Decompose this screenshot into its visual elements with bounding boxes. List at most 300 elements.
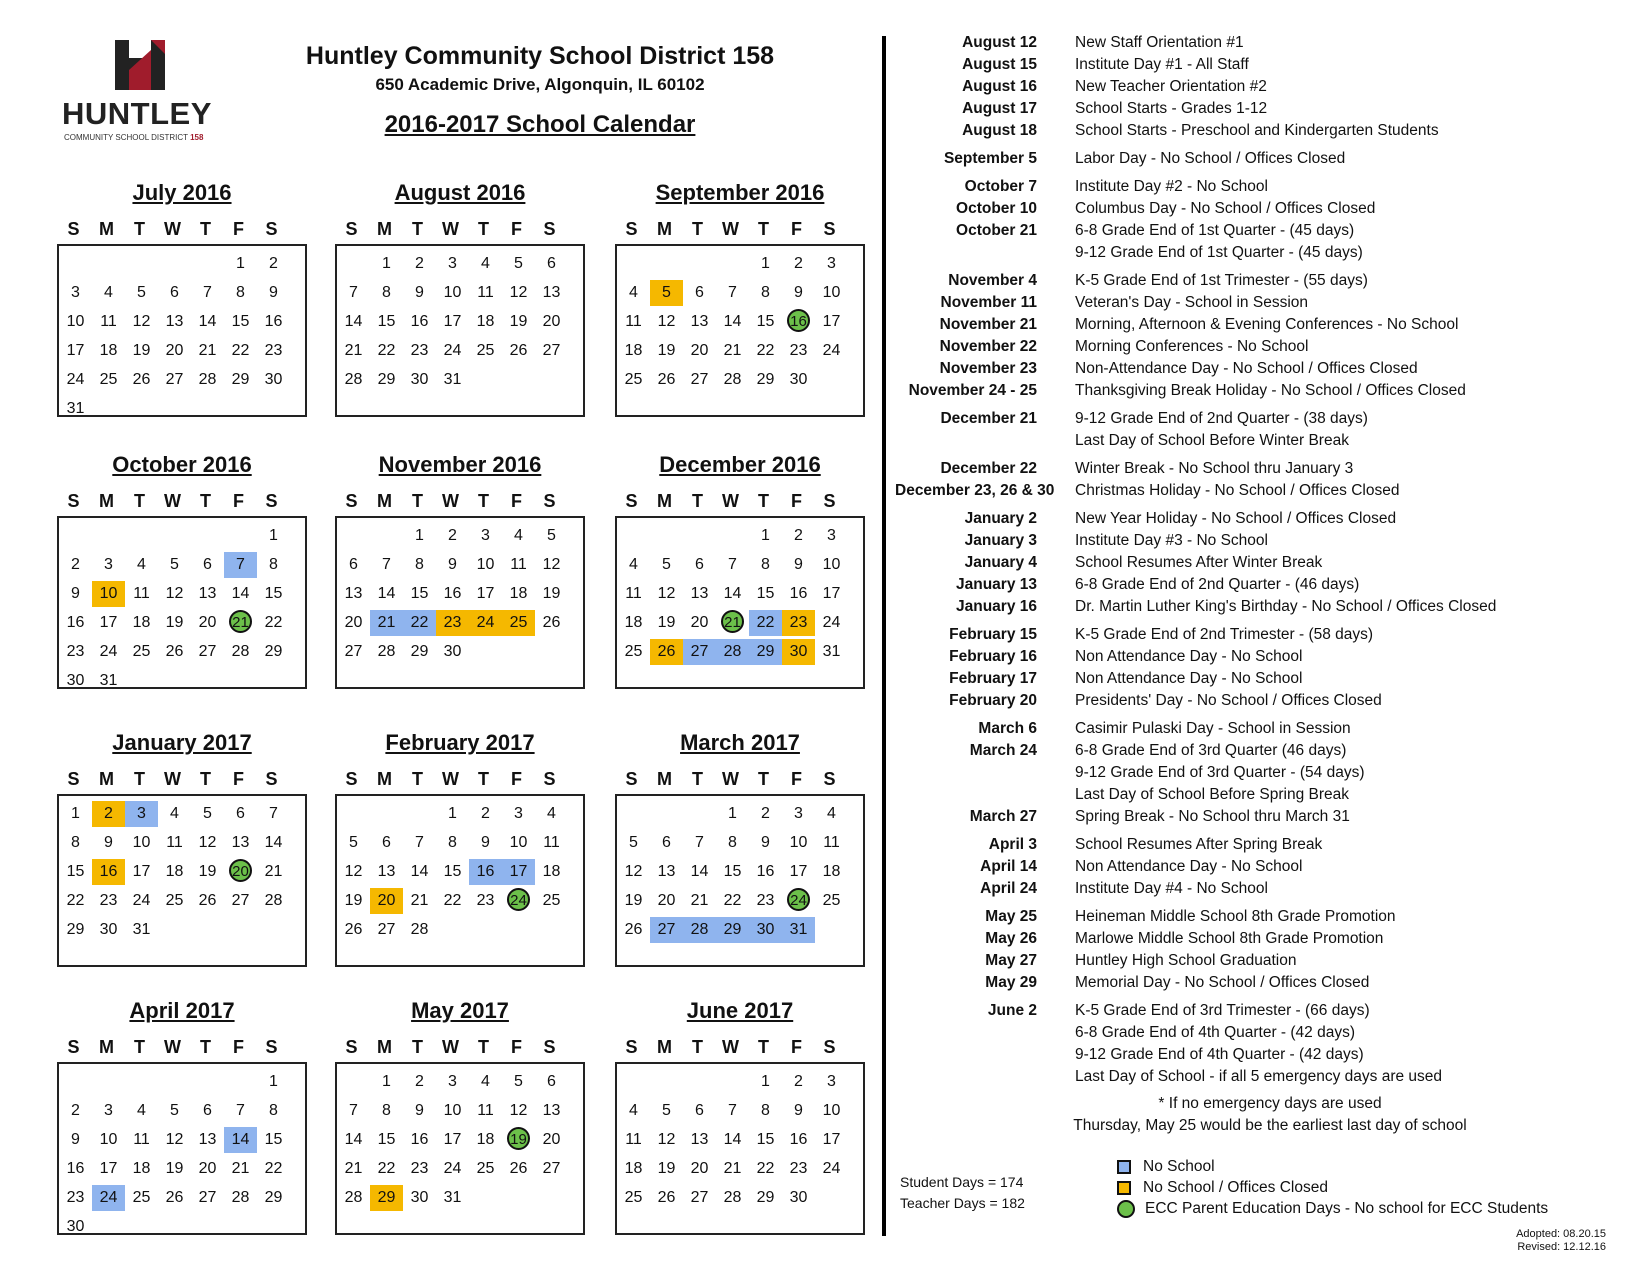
- empty-cell: [125, 251, 158, 277]
- event-description: School Resumes After Winter Break: [1075, 554, 1323, 571]
- weekday-label: T: [692, 491, 703, 511]
- day-cell: 12: [542, 556, 561, 573]
- empty-cell: [158, 1069, 191, 1095]
- week-row: [337, 308, 583, 337]
- event-date: August 12: [962, 34, 1037, 51]
- empty-cell: [158, 251, 191, 277]
- day-cell: 11: [133, 585, 150, 602]
- weekday-label: S: [625, 1037, 638, 1057]
- weekday-label: T: [758, 1037, 769, 1057]
- day-cell: 9: [794, 556, 803, 573]
- week-row: [337, 366, 583, 395]
- event-description: Dr. Martin Luther King's Birthday - No School / Offices Closed: [1075, 598, 1497, 615]
- day-cell: 16: [410, 313, 429, 330]
- event-row: [895, 552, 1595, 574]
- day-cell: 10: [132, 834, 151, 851]
- week-row: [617, 580, 863, 609]
- weekday-label: S: [265, 219, 278, 239]
- empty-cell: [370, 801, 403, 827]
- day-cell: [782, 309, 815, 335]
- legend-item: [1117, 1177, 1548, 1198]
- emergency-note-line1: * If no emergency days are used: [1158, 1095, 1382, 1112]
- day-cell: 14: [224, 1127, 257, 1153]
- empty-cell: [469, 639, 502, 665]
- week-row: [617, 609, 863, 638]
- adopted-date: Adopted: 08.20.15: [1516, 1228, 1606, 1240]
- district-logo: [60, 40, 230, 145]
- empty-cell: [224, 917, 257, 943]
- day-cell: 4: [481, 255, 490, 272]
- day-cell: 30: [264, 371, 283, 388]
- week-row: [617, 916, 863, 945]
- week-row: [59, 308, 305, 337]
- day-cell: 18: [624, 1160, 643, 1177]
- week-row: [337, 609, 583, 638]
- day-cell: 3: [71, 284, 80, 301]
- day-cell: 13: [377, 863, 396, 880]
- day-cell: 25: [476, 342, 495, 359]
- day-cell: 21: [231, 1160, 250, 1177]
- event-row: [895, 878, 1595, 900]
- district-address: 650 Academic Drive, Algonquin, IL 60102: [375, 75, 705, 94]
- event-row: [895, 928, 1595, 950]
- day-cell: 1: [415, 527, 424, 544]
- event-date: November 22: [939, 338, 1037, 355]
- day-cell: 9: [794, 1102, 803, 1119]
- day-cell: 13: [231, 834, 250, 851]
- empty-cell: [535, 917, 568, 943]
- week-row: [617, 1126, 863, 1155]
- day-cell: 7: [728, 1102, 737, 1119]
- event-date: May 29: [985, 974, 1037, 991]
- event-description: 6-8 Grade End of 4th Quarter - (42 days): [1075, 1024, 1355, 1041]
- weekday-label: W: [722, 769, 739, 789]
- day-cell: 30: [789, 1189, 808, 1206]
- event-date: April 24: [980, 880, 1037, 897]
- day-cell: 23: [264, 342, 283, 359]
- empty-cell: [158, 523, 191, 549]
- event-row: [895, 148, 1595, 170]
- day-cell: 14: [377, 585, 396, 602]
- day-cell: 24: [469, 610, 502, 636]
- event-description: Institute Day #1 - All Staff: [1075, 56, 1249, 73]
- empty-cell: [683, 251, 716, 277]
- event-row: [895, 574, 1595, 596]
- day-cell: 25: [132, 1189, 151, 1206]
- event-description: Columbus Day - No School / Offices Closed: [1075, 200, 1376, 217]
- empty-cell: [191, 917, 224, 943]
- day-cell: 21: [690, 892, 709, 909]
- day-cell: 11: [823, 834, 840, 851]
- day-cell: 3: [104, 556, 113, 573]
- day-cell: 16: [789, 1131, 808, 1148]
- day-cell: 9: [794, 284, 803, 301]
- empty-cell: [815, 367, 848, 393]
- day-cell: 26: [165, 643, 184, 660]
- day-cell: 26: [198, 892, 217, 909]
- day-cell: 2: [448, 527, 457, 544]
- day-cell: 13: [542, 1102, 561, 1119]
- legend-green-swatch-icon: [1117, 1200, 1135, 1218]
- event-row: [895, 856, 1595, 878]
- weekday-label: S: [265, 769, 278, 789]
- day-cell: 25: [822, 892, 841, 909]
- weekday-label: S: [543, 491, 556, 511]
- week-row: [59, 395, 305, 424]
- week-row: [59, 522, 305, 551]
- weekday-label: M: [657, 491, 672, 511]
- event-date: November 11: [940, 294, 1037, 311]
- week-row: [617, 279, 863, 308]
- weekday-label: T: [200, 491, 211, 511]
- day-cell: 31: [782, 917, 815, 943]
- day-cell: 8: [761, 284, 770, 301]
- day-cell: 11: [625, 313, 642, 330]
- month-grid: [57, 1062, 307, 1235]
- day-cell: 3: [125, 801, 158, 827]
- event-date: December 21: [940, 410, 1037, 427]
- week-row: [337, 1184, 583, 1213]
- empty-cell: [158, 1214, 191, 1240]
- day-cell: [502, 1127, 535, 1153]
- day-cell: 20: [370, 888, 403, 914]
- week-row: [617, 829, 863, 858]
- month-grid: [335, 794, 585, 967]
- day-cell: 15: [66, 863, 85, 880]
- event-description: Institute Day #3 - No School: [1075, 532, 1268, 549]
- event-row: [895, 198, 1595, 220]
- day-cell: 14: [198, 313, 217, 330]
- weekday-label: M: [377, 491, 392, 511]
- day-cell: 16: [756, 863, 775, 880]
- weekday-label: S: [625, 219, 638, 239]
- day-cell: 6: [203, 1102, 212, 1119]
- day-cell: 17: [66, 342, 85, 359]
- day-cell: 24: [92, 1185, 125, 1211]
- event-description: Institute Day #4 - No School: [1075, 880, 1268, 897]
- event-row: [895, 806, 1595, 828]
- day-cell: 24: [822, 614, 841, 631]
- day-cell: 28: [344, 1189, 363, 1206]
- weekday-label: T: [200, 769, 211, 789]
- empty-cell: [191, 251, 224, 277]
- weekday-label: S: [67, 769, 80, 789]
- empty-cell: [191, 668, 224, 694]
- event-date: [895, 242, 1075, 264]
- day-cell: 6: [695, 556, 704, 573]
- day-cell: 8: [269, 1102, 278, 1119]
- empty-cell: [815, 917, 848, 943]
- event-row: [895, 950, 1595, 972]
- empty-cell: [535, 1185, 568, 1211]
- week-row: [337, 1155, 583, 1184]
- day-cell: 11: [477, 1102, 494, 1119]
- event-description: Non Attendance Day - No School: [1075, 648, 1303, 665]
- event-description: Marlowe Middle School 8th Grade Promotion: [1075, 930, 1384, 947]
- day-cell: 23: [66, 1189, 85, 1206]
- event-row: [895, 646, 1595, 668]
- day-cell: 22: [377, 342, 396, 359]
- day-cell: 29: [756, 371, 775, 388]
- day-cell: 28: [723, 371, 742, 388]
- day-cell: 6: [547, 1073, 556, 1090]
- legend-blue-swatch-icon: [1117, 1160, 1131, 1174]
- month-title: February 2017: [385, 730, 535, 755]
- day-cell: 20: [165, 342, 184, 359]
- event-date: March 24: [969, 742, 1037, 759]
- event-date: June 2: [987, 1002, 1037, 1019]
- weekday-label: T: [412, 1037, 423, 1057]
- weekday-label: W: [722, 1037, 739, 1057]
- day-cell: 14: [264, 834, 283, 851]
- weekday-label: F: [511, 219, 522, 239]
- day-cell: 9: [761, 834, 770, 851]
- day-cell: 20: [690, 1160, 709, 1177]
- event-date: [895, 430, 1075, 452]
- week-row: [337, 580, 583, 609]
- empty-cell: [337, 1069, 370, 1095]
- day-cell: 22: [749, 610, 782, 636]
- day-cell: 27: [650, 917, 683, 943]
- day-cell: 1: [269, 1073, 278, 1090]
- day-cell: 6: [695, 1102, 704, 1119]
- day-cell: 13: [344, 585, 363, 602]
- event-description: K-5 Grade End of 1st Trimester - (55 days): [1075, 272, 1368, 289]
- day-cell: 19: [657, 1160, 676, 1177]
- weekday-label: S: [823, 219, 836, 239]
- day-cell: 23: [66, 643, 85, 660]
- day-cell: 4: [104, 284, 113, 301]
- day-cell: 31: [66, 400, 85, 417]
- event-row: [895, 1022, 1595, 1044]
- empty-cell: [436, 917, 469, 943]
- week-row: [617, 1097, 863, 1126]
- weekday-label: F: [791, 491, 802, 511]
- weekday-label: M: [99, 219, 114, 239]
- month-grid: [57, 244, 307, 417]
- day-cell: 7: [382, 556, 391, 573]
- weekday-header: [615, 764, 865, 794]
- event-date: November 24 - 25: [908, 382, 1037, 399]
- week-row: [617, 1155, 863, 1184]
- month-grid: [615, 244, 865, 417]
- empty-cell: [502, 1185, 535, 1211]
- day-cell: 20: [344, 614, 363, 631]
- weekday-label: S: [345, 491, 358, 511]
- ecc-day-circle-icon: 21: [229, 610, 252, 633]
- day-cell: 27: [690, 371, 709, 388]
- day-cell: [224, 610, 257, 636]
- event-date: February 15: [949, 626, 1037, 643]
- day-cell: 10: [476, 556, 495, 573]
- ecc-day-circle-icon: 24: [507, 888, 530, 911]
- day-cell: 19: [657, 614, 676, 631]
- teacher-days: Teacher Days = 182: [900, 1195, 1025, 1211]
- month-march-2017: [615, 730, 865, 967]
- day-cell: 21: [723, 342, 742, 359]
- day-cell: 14: [410, 863, 429, 880]
- event-row: [895, 242, 1595, 264]
- day-cell: 8: [382, 284, 391, 301]
- week-row: [617, 308, 863, 337]
- day-cell: 7: [224, 552, 257, 578]
- day-cell: 8: [728, 834, 737, 851]
- day-cell: 3: [514, 805, 523, 822]
- empty-cell: [650, 801, 683, 827]
- empty-cell: [191, 1214, 224, 1240]
- week-row: [59, 916, 305, 945]
- day-cell: 17: [822, 1131, 841, 1148]
- event-description: Institute Day #2 - No School: [1075, 178, 1268, 195]
- weekday-label: W: [164, 491, 181, 511]
- empty-cell: [469, 1185, 502, 1211]
- day-cell: 21: [344, 342, 363, 359]
- empty-cell: [92, 396, 125, 422]
- empty-cell: [125, 523, 158, 549]
- empty-cell: [337, 523, 370, 549]
- event-row: [895, 690, 1595, 712]
- month-title: December 2016: [659, 452, 821, 477]
- day-cell: 29: [264, 1189, 283, 1206]
- day-cell: 1: [382, 1073, 391, 1090]
- day-cell: 18: [542, 863, 561, 880]
- month-april-2017: [57, 998, 307, 1235]
- day-cell: 26: [650, 639, 683, 665]
- event-row: [895, 32, 1595, 54]
- event-description: Casimir Pulaski Day - School in Session: [1075, 720, 1351, 737]
- day-cell: 23: [782, 610, 815, 636]
- week-row: [617, 366, 863, 395]
- empty-cell: [92, 251, 125, 277]
- day-cell: 27: [683, 639, 716, 665]
- day-cell: 4: [547, 805, 556, 822]
- event-row: [895, 270, 1595, 292]
- day-cell: 30: [443, 643, 462, 660]
- weekday-label: S: [265, 491, 278, 511]
- event-date: December 23, 26 & 30: [895, 482, 1055, 499]
- day-cell: 25: [165, 892, 184, 909]
- event-row: [895, 762, 1595, 784]
- day-cell: 7: [349, 1102, 358, 1119]
- event-date: [895, 1044, 1075, 1066]
- weekday-label: F: [511, 491, 522, 511]
- weekday-label: S: [67, 491, 80, 511]
- week-row: [59, 638, 305, 667]
- weekday-label: F: [791, 219, 802, 239]
- weekday-label: M: [657, 769, 672, 789]
- week-row: [59, 887, 305, 916]
- day-cell: 17: [132, 863, 151, 880]
- week-row: [617, 522, 863, 551]
- month-title: October 2016: [112, 452, 252, 477]
- day-cell: 15: [231, 313, 250, 330]
- day-cell: 12: [165, 585, 184, 602]
- day-cell: 7: [728, 556, 737, 573]
- month-november-2016: [335, 452, 585, 689]
- day-cell: 4: [137, 556, 146, 573]
- month-title: August 2016: [394, 180, 526, 205]
- empty-cell: [716, 1069, 749, 1095]
- day-cell: 11: [543, 834, 560, 851]
- day-cell: 14: [723, 313, 742, 330]
- day-counts: [900, 1172, 1025, 1214]
- page-header: [280, 42, 800, 139]
- weekday-label: S: [543, 769, 556, 789]
- empty-cell: [224, 523, 257, 549]
- weekday-label: F: [511, 1037, 522, 1057]
- event-description: 6-8 Grade End of 1st Quarter - (45 days): [1075, 222, 1355, 239]
- event-description: 9-12 Grade End of 4th Quarter - (42 days): [1075, 1046, 1364, 1063]
- event-date: January 2: [964, 510, 1037, 527]
- event-description: K-5 Grade End of 2nd Trimester - (58 days): [1075, 626, 1374, 643]
- day-cell: 24: [132, 892, 151, 909]
- day-cell: 1: [761, 527, 770, 544]
- day-cell: 29: [749, 639, 782, 665]
- day-cell: 15: [377, 1131, 396, 1148]
- empty-cell: [337, 251, 370, 277]
- empty-cell: [158, 396, 191, 422]
- week-row: [617, 250, 863, 279]
- day-cell: 21: [410, 892, 429, 909]
- empty-cell: [617, 801, 650, 827]
- day-cell: 24: [99, 643, 118, 660]
- weekday-label: M: [99, 491, 114, 511]
- event-date: November 21: [939, 316, 1037, 333]
- day-cell: 16: [789, 585, 808, 602]
- week-row: [59, 609, 305, 638]
- day-cell: 14: [344, 313, 363, 330]
- day-cell: 1: [71, 805, 80, 822]
- day-cell: 24: [443, 1160, 462, 1177]
- day-cell: 2: [269, 255, 278, 272]
- day-cell: 19: [165, 1160, 184, 1177]
- day-cell: 4: [827, 805, 836, 822]
- weekday-label: W: [442, 769, 459, 789]
- event-date: [895, 762, 1075, 784]
- event-date: October 10: [956, 200, 1037, 217]
- day-cell: 26: [165, 1189, 184, 1206]
- empty-cell: [224, 668, 257, 694]
- day-cell: 27: [377, 921, 396, 938]
- legend-label: ECC Parent Education Days - No school for ECC Students: [1145, 1200, 1549, 1217]
- day-cell: 22: [264, 614, 283, 631]
- day-cell: 28: [231, 1189, 250, 1206]
- day-cell: 2: [794, 255, 803, 272]
- day-cell: 12: [198, 834, 217, 851]
- day-cell: 23: [789, 1160, 808, 1177]
- weekday-label: T: [200, 219, 211, 239]
- event-row: [895, 1066, 1595, 1088]
- event-date: January 3: [964, 532, 1037, 549]
- day-cell: 26: [132, 371, 151, 388]
- weekday-label: S: [543, 1037, 556, 1057]
- empty-cell: [59, 1069, 92, 1095]
- event-description: Non Attendance Day - No School: [1075, 858, 1303, 875]
- weekday-header: [615, 486, 865, 516]
- weekday-header: [57, 486, 307, 516]
- empty-cell: [59, 251, 92, 277]
- week-row: [59, 1155, 305, 1184]
- day-cell: 24: [443, 342, 462, 359]
- day-cell: 21: [723, 1160, 742, 1177]
- weekday-label: T: [692, 219, 703, 239]
- day-cell: 6: [695, 284, 704, 301]
- day-cell: 10: [443, 1102, 462, 1119]
- day-cell: 30: [749, 917, 782, 943]
- month-grid: [615, 516, 865, 689]
- empty-cell: [337, 801, 370, 827]
- week-row: [59, 279, 305, 308]
